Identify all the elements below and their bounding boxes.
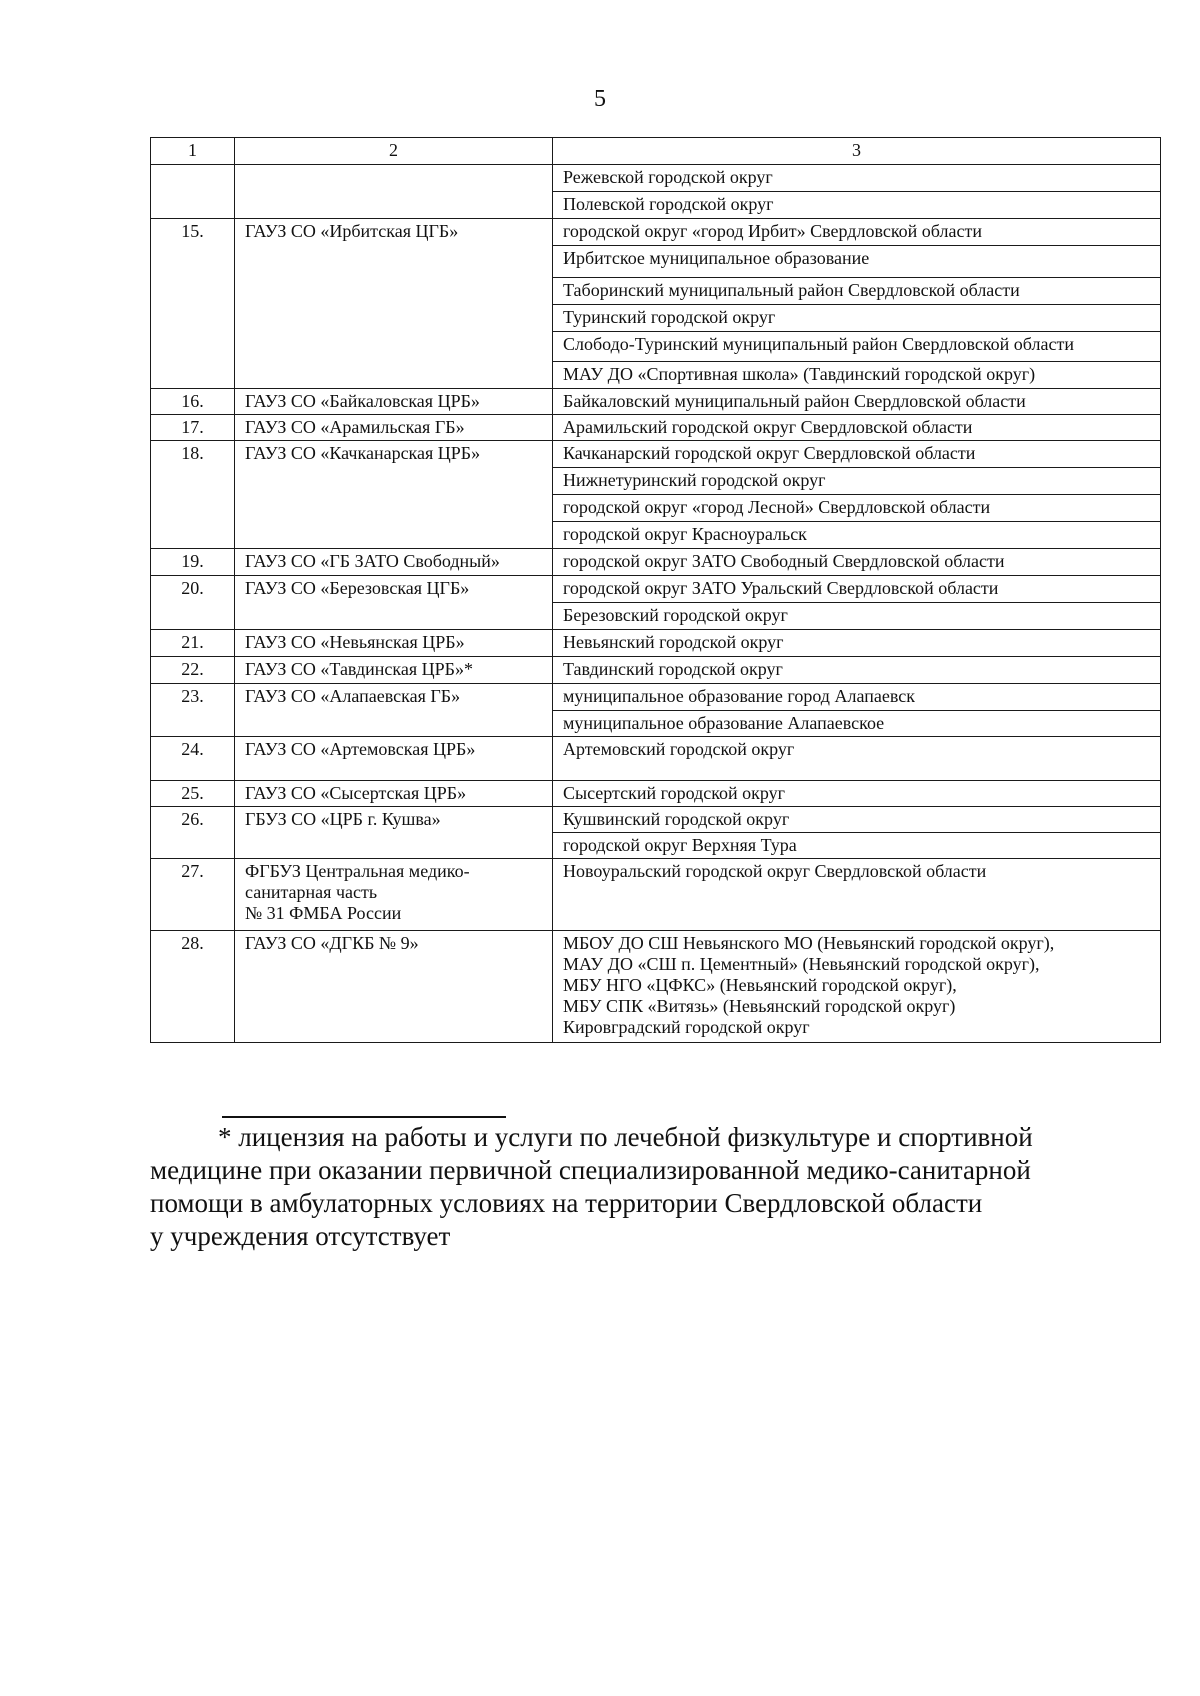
area-line: МБУ СПК «Витязь» (Невьянский городской округ) — [563, 996, 956, 1016]
table-row — [151, 576, 1161, 603]
row-number: 19. — [151, 549, 235, 576]
organization-cell: ГАУЗ СО «Невьянская ЦРБ» — [235, 630, 553, 657]
area-line: Кировградский городской округ — [563, 1017, 810, 1037]
organization-cell: ГАУЗ СО «ДГКБ № 9» — [235, 931, 553, 1043]
page-number: 5 — [594, 86, 606, 112]
area-cell: муниципальное образование город Алапаевск — [553, 684, 1161, 711]
area-cell: Кушвинский городской округ — [553, 807, 1161, 833]
table-row — [151, 165, 1161, 192]
area-cell: Артемовский городской округ — [553, 737, 1161, 781]
organization-cell: ГАУЗ СО «Ирбитская ЦГБ» — [235, 219, 553, 389]
area-cell: городской округ Красноуральск — [553, 522, 1161, 549]
organization-cell — [235, 859, 553, 931]
table-row — [151, 737, 1161, 781]
organization-cell: ГАУЗ СО «Березовская ЦГБ» — [235, 576, 553, 630]
area-cell: Байкаловский муниципальный район Свердловской области — [553, 389, 1161, 415]
area-cell: Нижнетуринский городской округ — [553, 468, 1161, 495]
row-number: 24. — [151, 737, 235, 781]
column-header: 3 — [553, 138, 1161, 165]
column-header: 2 — [235, 138, 553, 165]
row-number: 17. — [151, 415, 235, 441]
organization-cell: ГАУЗ СО «Алапаевская ГБ» — [235, 684, 553, 737]
column-header: 1 — [151, 138, 235, 165]
organization-cell: ГБУЗ СО «ЦРБ г. Кушва» — [235, 807, 553, 859]
area-cell: МАУ ДО «Спортивная школа» (Тавдинский городской округ) — [553, 362, 1161, 389]
table-row — [151, 389, 1161, 415]
area-cell: Туринский городской округ — [553, 305, 1161, 332]
organization-cell — [235, 165, 553, 219]
area-line: МБОУ ДО СШ Невьянского МО (Невьянский городской округ), — [563, 933, 1055, 953]
area-cell: Качканарский городской округ Свердловской области — [553, 441, 1161, 468]
area-cell: городской округ ЗАТО Свободный Свердловской области — [553, 549, 1161, 576]
area-cell: Таборинский муниципальный район Свердловской области — [553, 278, 1161, 305]
area-cell — [553, 931, 1161, 1043]
table-row — [151, 807, 1161, 833]
organizations-table — [150, 137, 1161, 1043]
table-row — [151, 415, 1161, 441]
organization-line: ФГБУЗ Центральная медико- — [245, 861, 470, 881]
area-cell: городской округ Верхняя Тура — [553, 833, 1161, 859]
table-row — [151, 781, 1161, 807]
table-header-row — [151, 138, 1161, 165]
footnote-line: * лицензия на работы и услуги по лечебной физкультуре и спортивной — [218, 1122, 1033, 1152]
table-row — [151, 931, 1161, 1043]
area-cell: Невьянский городской округ — [553, 630, 1161, 657]
row-number: 23. — [151, 684, 235, 737]
organization-cell: ГАУЗ СО «Байкаловская ЦРБ» — [235, 389, 553, 415]
area-cell: Полевской городской округ — [553, 192, 1161, 219]
footnote-line: помощи в амбулаторных условиях на территории Свердловской области — [150, 1188, 983, 1218]
table-row — [151, 630, 1161, 657]
row-number: 15. — [151, 219, 235, 389]
area-cell: городской округ «город Лесной» Свердловской области — [553, 495, 1161, 522]
organization-cell: ГАУЗ СО «ГБ ЗАТО Свободный» — [235, 549, 553, 576]
row-number: 21. — [151, 630, 235, 657]
area-cell: Арамильский городской округ Свердловской области — [553, 415, 1161, 441]
table-row — [151, 219, 1161, 246]
footnote-divider — [222, 1116, 506, 1118]
row-number — [151, 165, 235, 219]
row-number: 26. — [151, 807, 235, 859]
table-row — [151, 684, 1161, 711]
row-number: 22. — [151, 657, 235, 684]
row-number: 25. — [151, 781, 235, 807]
organization-cell: ГАУЗ СО «Арамильская ГБ» — [235, 415, 553, 441]
area-cell: городской округ ЗАТО Уральский Свердловской области — [553, 576, 1161, 603]
row-number: 18. — [151, 441, 235, 549]
organization-cell: ГАУЗ СО «Качканарская ЦРБ» — [235, 441, 553, 549]
organization-cell: ГАУЗ СО «Тавдинская ЦРБ»* — [235, 657, 553, 684]
organization-cell: ГАУЗ СО «Сысертская ЦРБ» — [235, 781, 553, 807]
table-row — [151, 657, 1161, 684]
table-row — [151, 441, 1161, 468]
area-line: МБУ НГО «ЦФКС» (Невьянский городской округ), — [563, 975, 957, 995]
area-cell: Тавдинский городской округ — [553, 657, 1161, 684]
row-number: 28. — [151, 931, 235, 1043]
footnote-line: у учреждения отсутствует — [150, 1221, 451, 1251]
area-line: МАУ ДО «СШ п. Цементный» (Невьянский городской округ), — [563, 954, 1040, 974]
area-cell: Слободо-Туринский муниципальный район Свердловской области — [553, 332, 1161, 362]
organization-line: санитарная часть — [245, 882, 378, 902]
row-number: 16. — [151, 389, 235, 415]
area-cell: Ирбитское муниципальное образование — [553, 246, 1161, 278]
table-row — [151, 859, 1161, 931]
row-number: 20. — [151, 576, 235, 630]
organization-cell: ГАУЗ СО «Артемовская ЦРБ» — [235, 737, 553, 781]
footnote-line: медицине при оказании первичной специализированной медико-санитарной — [150, 1155, 1031, 1185]
area-cell: Березовский городской округ — [553, 603, 1161, 630]
area-cell: Сысертский городской округ — [553, 781, 1161, 807]
area-cell: городской округ «город Ирбит» Свердловской области — [553, 219, 1161, 246]
row-number: 27. — [151, 859, 235, 931]
area-cell: Новоуральский городской округ Свердловской области — [553, 859, 1161, 931]
footnote — [150, 1121, 1160, 1253]
area-cell: Режевской городской округ — [553, 165, 1161, 192]
table-row — [151, 549, 1161, 576]
organization-line: № 31 ФМБА России — [245, 903, 402, 923]
area-cell: муниципальное образование Алапаевское — [553, 711, 1161, 737]
